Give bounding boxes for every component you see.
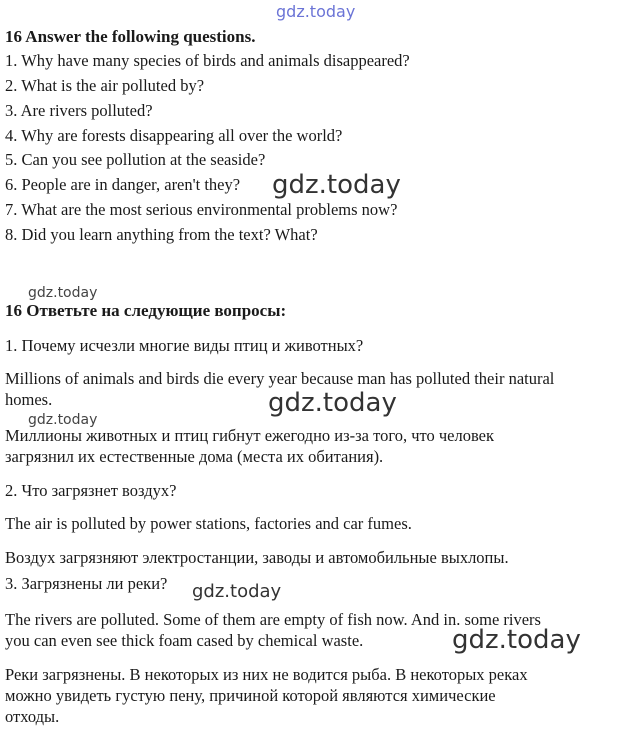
answer-3-russian-line-3: отходы.	[5, 707, 60, 726]
site-watermark: gdz.today	[276, 2, 356, 21]
question-7: 7. What are the most serious environmental problems now?	[5, 200, 398, 219]
answer-2-english: The air is polluted by power stations, factories and car fumes.	[5, 514, 412, 533]
question-5: 5. Can you see pollution at the seaside?	[5, 150, 266, 169]
answer-1-russian-line-1: Миллионы животных и птиц гибнут ежегодно из-за того, что человек	[5, 426, 494, 445]
answer-3-russian-line-2: можно увидеть густую пену, причиной которой являются химические	[5, 686, 496, 705]
question-4: 4. Why are forests disappearing all over the world?	[5, 126, 343, 145]
english-exercise-heading: 16 Answer the following questions.	[5, 27, 256, 46]
russian-exercise-heading: 16 Ответьте на следующие вопросы:	[5, 301, 287, 320]
answer-question-1: 1. Почему исчезли многие виды птиц и животных?	[5, 336, 364, 355]
answer-3-russian-line-1: Реки загрязнены. В некоторых из них не водится рыба. В некоторых реках	[5, 665, 528, 684]
answer-question-3: 3. Загрязнены ли реки?	[5, 574, 168, 593]
answer-3-english-line-2: you can even see thick foam cased by chemical waste.	[5, 631, 364, 650]
answer-3-english-line-1: The rivers are polluted. Some of them are empty of fish now. And in. some rivers	[5, 610, 541, 629]
answer-1-russian-line-2: загрязнил их естественные дома (места их обитания).	[5, 447, 384, 466]
watermark: gdz.today	[268, 388, 397, 418]
answer-question-2: 2. Что загрязнет воздух?	[5, 481, 177, 500]
answer-1-english-line-1: Millions of animals and birds die every year because man has polluted their natural	[5, 369, 555, 388]
question-1: 1. Why have many species of birds and animals disappeared?	[5, 51, 410, 70]
question-3: 3. Are rivers polluted?	[5, 101, 153, 120]
watermark: gdz.today	[192, 581, 282, 602]
watermark: gdz.today	[28, 285, 98, 301]
question-8: 8. Did you learn anything from the text? What?	[5, 225, 318, 244]
question-6: 6. People are in danger, aren't they?	[5, 175, 241, 194]
answer-1-english-line-2: homes.	[5, 390, 53, 409]
watermark: gdz.today	[452, 625, 581, 655]
watermark: gdz.today	[272, 170, 401, 200]
question-2: 2. What is the air polluted by?	[5, 76, 205, 95]
watermark: gdz.today	[28, 412, 98, 428]
answer-2-russian: Воздух загрязняют электростанции, заводы и автомобильные выхлопы.	[5, 548, 509, 567]
